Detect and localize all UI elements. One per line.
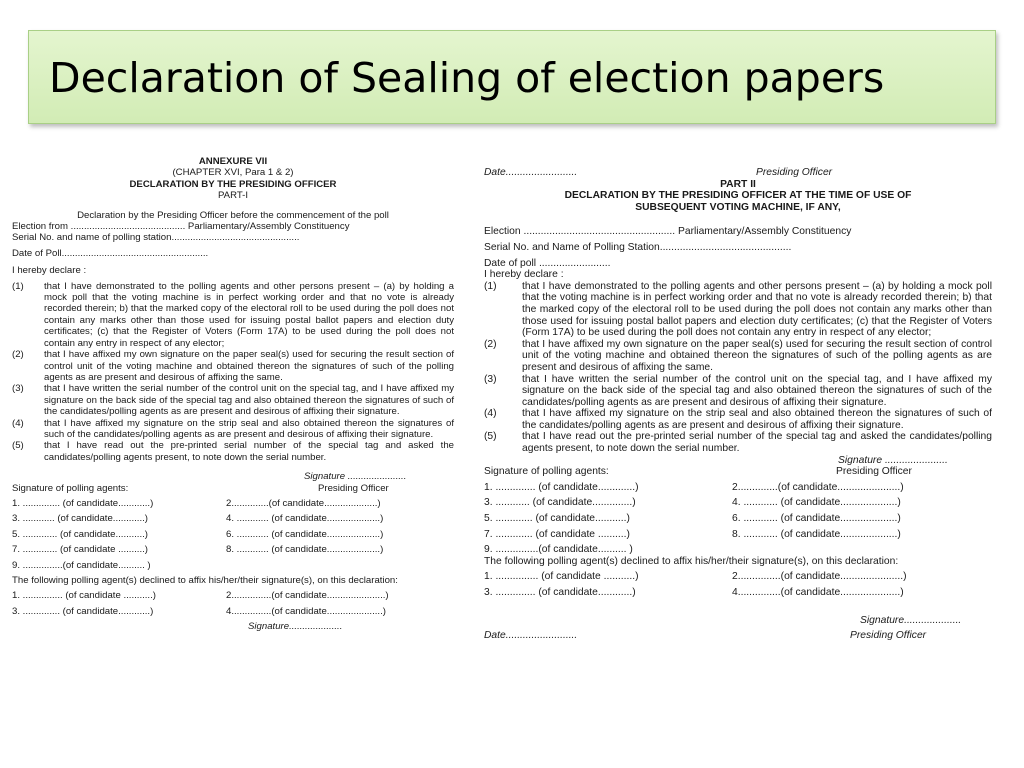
- item-text: that I have demonstrated to the polling agents and other persons present – (a) by holding a mock poll that the voting machine is in perfect working order and that no vote is already recorded therein; b) that the marked copy of the electoral roll to be used during the poll does not contain any marks other than those used for issuing postal ballot papers and election duty certificates; (c) that the Register of Voters (Form 17A) to be used during the poll does not contain any entry in respect of any elector;: [44, 280, 454, 349]
- agent-cell: 6. ............ (of candidate....................): [226, 528, 384, 540]
- item-number: (4): [12, 417, 24, 429]
- declaration-heading: DECLARATION BY THE PRESIDING OFFICER: [129, 178, 337, 190]
- agent-cell: 9. ...............(of candidate.......... ): [484, 544, 633, 556]
- bottom-signature: Signature....................: [860, 614, 962, 626]
- date-of-poll-line: Date of Poll.......................................................: [12, 247, 209, 259]
- item-text: that I have read out the pre-printed serial number of the special tag and asked the candidates/polling agents present, to note down the serial number.: [522, 431, 992, 455]
- sig-polling-agents-label: Signature of polling agents:: [12, 482, 129, 494]
- agent-row: [12, 544, 454, 555]
- agent-cell: 7. ............. (of candidate ..........): [484, 528, 630, 540]
- document-part-2: [484, 167, 992, 642]
- agent-row: [484, 482, 992, 494]
- item-number: (1): [484, 280, 497, 292]
- declare-line: I hereby declare :: [12, 265, 87, 277]
- declined-cell: 2...............(of candidate......................): [732, 571, 907, 583]
- agent-cell: 9. ...............(of candidate.......... ): [12, 559, 151, 571]
- document-part-1: [12, 156, 454, 633]
- agent-row: [484, 497, 992, 509]
- signature-header-row: [12, 483, 454, 494]
- item-number: (2): [12, 349, 24, 361]
- item-number: (4): [484, 408, 497, 420]
- agent-cell: 7. ............. (of candidate ..........): [12, 544, 148, 556]
- agent-cell: 4. ............ (of candidate....................): [732, 497, 901, 509]
- item-text: that I have written the serial number of the control unit on the special tag, and I have affixed my signature on the back side of the special tag and also obtained thereon the signatures of such of the candidates/polling agents as are present and desirous of affixing their signature.: [522, 373, 992, 408]
- agent-cell: 4. ............ (of candidate....................): [226, 513, 384, 525]
- presiding-top: Presiding Officer: [756, 167, 833, 178]
- declaration-heading-1: DECLARATION BY THE PRESIDING OFFICER AT THE TIME OF USE OF: [564, 190, 912, 202]
- agent-row: [12, 513, 454, 524]
- presiding-bottom: Presiding Officer: [850, 630, 927, 642]
- declined-cell: 4...............(of candidate.....................): [226, 605, 386, 617]
- election-line: Election ..................................................... Parliamentary/Assembly Constituency: [484, 226, 852, 238]
- agent-cell: 8. ............ (of candidate....................): [226, 544, 384, 556]
- item-text: that I have written the serial number of the control unit on the special tag, and I have affixed my signature on the back side of the special tag and also obtained thereon the signatures of such of the candidates/polling agents as are present and desirous of affixing their signature.: [44, 383, 454, 418]
- agent-cell: 8. ............ (of candidate....................): [732, 528, 901, 540]
- declaration-item: [12, 383, 454, 417]
- declaration-item: [12, 418, 454, 441]
- agent-cell: 5. ............. (of candidate...........): [484, 513, 630, 525]
- declaration-item: [484, 281, 992, 339]
- declined-cell: 1. ............... (of candidate ...........): [12, 590, 156, 602]
- item-text: that I have demonstrated to the polling agents and other persons present – (a) by holding a mock poll that the voting machine is in perfect working order and that no vote is already recorded therein; b) that the marked copy of the electoral roll to be used during the poll does not contain any marks other than those used for issuing postal ballot papers and election duty certificates; (c) that the Register of Voters (Form 17A) to be used during the poll does not contain any entry in respect of any elector;: [522, 280, 992, 339]
- date-bottom: Date.........................: [484, 630, 578, 642]
- declaration-item: [484, 408, 992, 431]
- election-line: Election from ........................................... Parliamentary/Assembly Constituency: [12, 221, 350, 233]
- agent-row: [484, 529, 992, 541]
- bottom-signature: Signature....................: [248, 621, 343, 633]
- declined-row: [12, 590, 454, 601]
- declaration-item: [484, 374, 992, 409]
- agent-cell: 5. ............. (of candidate...........): [12, 528, 148, 540]
- item-text: that I have read out the pre-printed serial number of the special tag and asked the candidates/polling agents present, to note down the serial number.: [44, 440, 454, 463]
- agent-row: [12, 560, 454, 571]
- declined-cell: 4...............(of candidate.....................): [732, 587, 904, 598]
- declined-text: The following polling agent(s) declined to affix his/her/their signature(s), on this declaration:: [484, 555, 899, 567]
- agent-cell: 2..............(of candidate....................): [226, 497, 381, 509]
- agent-cell: 1. .............. (of candidate.............): [484, 481, 639, 493]
- agent-cell: 3. ............ (of candidate..............): [484, 497, 636, 509]
- declaration-item: [484, 431, 992, 454]
- presiding-officer-label: Presiding Officer: [318, 482, 389, 494]
- item-number: (3): [12, 383, 24, 395]
- item-number: (2): [484, 338, 497, 350]
- declined-text: The following polling agent(s) declined to affix his/her/their signature(s), on this declaration:: [12, 575, 398, 586]
- presiding-officer-label: Presiding Officer: [836, 466, 912, 478]
- agent-cell: 3. ............ (of candidate............): [12, 513, 148, 525]
- declaration-item: [12, 349, 454, 383]
- item-text: that I have affixed my signature on the strip seal and also obtained thereon the signatures of such of the candidates/polling agents as are present and desirous of affixing their signature.: [44, 417, 454, 440]
- annexure-heading: ANNEXURE VII: [198, 156, 268, 167]
- declined-row: [484, 587, 992, 599]
- declined-cell: 3. .............. (of candidate............): [12, 605, 154, 617]
- agent-cell: 2..............(of candidate......................): [732, 481, 904, 493]
- item-number: (1): [12, 280, 24, 292]
- signature-label: Signature ......................: [304, 471, 407, 483]
- item-number: (3): [484, 373, 497, 385]
- declare-line: I hereby declare :: [484, 269, 564, 281]
- agent-cell: 1. .............. (of candidate............): [12, 497, 154, 509]
- agent-cell: 6. ............ (of candidate....................): [732, 513, 901, 525]
- slide-title: Declaration of Sealing of election papers: [49, 54, 885, 102]
- agent-row: [12, 498, 454, 509]
- item-text: that I have affixed my signature on the strip seal and also obtained thereon the signatures of such of the candidates/polling agents as are present and desirous of affixing their signature.: [522, 408, 992, 431]
- agent-row: [484, 544, 992, 556]
- part-label: PART II: [720, 178, 756, 190]
- bottom-date-row: [484, 630, 992, 642]
- item-text: that I have affixed my own signature on the paper seal(s) used for securing the result section of control unit of the voting machine and obtained thereon the signatures of such of the polling agents as are present and desirous of affixing the same.: [522, 338, 992, 373]
- signature-label: Signature ......................: [838, 454, 948, 466]
- declaration-item: [12, 281, 454, 349]
- serial-line: Serial No. and Name of Polling Station..............................................: [484, 241, 792, 253]
- serial-line: Serial No. and name of polling station................................................: [12, 232, 300, 244]
- item-number: (5): [12, 440, 24, 452]
- agent-row: [12, 529, 454, 540]
- declined-row: [12, 606, 454, 617]
- declined-row: [484, 571, 992, 583]
- declined-cell: 2...............(of candidate......................): [226, 590, 389, 602]
- top-date-row: [484, 167, 992, 179]
- item-number: (5): [484, 431, 497, 443]
- intro-text: Declaration by the Presiding Officer before the commencement of the poll: [77, 209, 389, 221]
- declaration-item: [12, 440, 454, 463]
- date-top: Date.........................: [484, 167, 578, 178]
- item-text: that I have affixed my own signature on the paper seal(s) used for securing the result section of control unit of the voting machine and obtained thereon the signatures of such of the polling agents as are present and desirous of affixing the same.: [44, 349, 454, 383]
- sig-polling-agents-label: Signature of polling agents:: [484, 466, 609, 478]
- signature-header-row: [484, 466, 992, 478]
- declaration-heading-2: SUBSEQUENT VOTING MACHINE, IF ANY,: [635, 201, 841, 213]
- declaration-item: [484, 339, 992, 374]
- date-of-poll-line: Date of poll .........................: [484, 257, 611, 269]
- declined-cell: 1. ............... (of candidate ...........): [484, 571, 639, 583]
- part-label: PART-I: [217, 190, 249, 202]
- declined-cell: 3. .............. (of candidate............): [484, 587, 636, 598]
- chapter-ref: (CHAPTER XVI, Para 1 & 2): [172, 167, 294, 179]
- title-box: [28, 30, 996, 124]
- agent-row: [484, 513, 992, 525]
